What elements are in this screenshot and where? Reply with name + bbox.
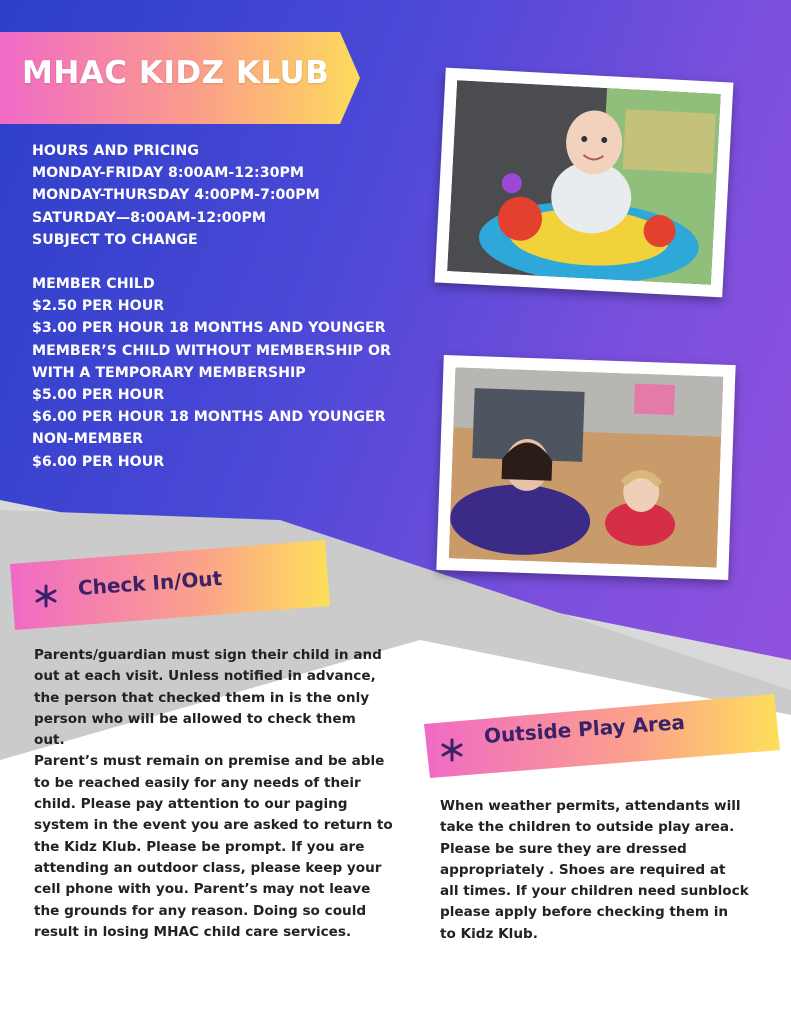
outside-play-body — [440, 796, 770, 945]
hours-line: MONDAY-THURSDAY 4:00PM-7:00PM — [32, 187, 320, 204]
hours-line: MEMBER’S CHILD WITHOUT MEMBERSHIP OR — [32, 342, 391, 359]
photo-baby-image — [447, 80, 721, 285]
asterisk-icon — [34, 584, 58, 608]
body-line: When weather permits, attendants will — [440, 798, 741, 814]
photo-staff-child — [436, 355, 735, 580]
hours-line: SATURDAY—8:00AM-12:00PM — [32, 209, 267, 226]
asterisk-icon — [440, 738, 464, 762]
body-line: to be reached easily for any needs of their — [34, 774, 361, 791]
body-line: out. — [34, 732, 65, 749]
photo-baby-play — [435, 68, 734, 298]
body-line: the grounds for any reason. Doing so could — [34, 902, 367, 919]
body-line: result in losing MHAC child care services. — [34, 923, 352, 940]
hours-line: SUBJECT TO CHANGE — [32, 231, 198, 248]
hours-line: $6.00 PER HOUR 18 MONTHS AND YOUNGER — [32, 409, 386, 426]
body-line: the Kidz Klub. Please be prompt. If you are — [34, 838, 365, 855]
body-line: person who will be allowed to check them — [34, 710, 356, 727]
body-line: the person that checked them in is the only — [34, 689, 370, 706]
hours-line — [32, 251, 432, 273]
body-line: all times. If your children need sunblock — [440, 883, 749, 900]
hours-line: NON-MEMBER — [32, 431, 144, 448]
body-line: to Kidz Klub. — [440, 925, 538, 942]
body-line: system in the event you are asked to return to — [34, 817, 393, 834]
body-line: cell phone with you. Parent’s may not leave — [34, 881, 371, 898]
hours-line: MONDAY-FRIDAY 8:00AM-12:30PM — [32, 165, 304, 182]
outside-play-heading: Outside Play Area — [483, 709, 686, 748]
body-line: Parents/guardian must sign their child in and — [34, 647, 382, 663]
hours-line: MEMBER CHILD — [32, 276, 155, 293]
body-line: take the children to outside play area. — [440, 819, 735, 836]
body-line: Parent’s must remain on premise and be able — [34, 753, 385, 770]
body-line: child. Please pay attention to our paging — [34, 796, 348, 813]
hours-line: WITH A TEMPORARY MEMBERSHIP — [32, 364, 306, 381]
body-line: out at each visit. Unless notified in advance, — [34, 668, 376, 685]
hours-line: $5.00 PER HOUR — [32, 387, 165, 404]
check-in-out-body — [34, 645, 426, 943]
hours-line: $6.00 PER HOUR — [32, 453, 165, 470]
hours-line: $2.50 PER HOUR — [32, 298, 165, 315]
body-line: Please be sure they are dressed — [440, 840, 687, 857]
photo-staff-child-image — [449, 367, 724, 567]
outside-play-banner — [424, 694, 784, 778]
hours-line: $3.00 PER HOUR 18 MONTHS AND YOUNGER — [32, 320, 386, 337]
body-line: attending an outdoor class, please keep your — [34, 859, 382, 876]
body-line: please apply before checking them in — [440, 904, 729, 921]
hours-and-pricing — [32, 140, 432, 473]
body-line: appropriately . Shoes are required at — [440, 861, 726, 878]
check-in-out-banner — [10, 540, 330, 630]
hours-line: HOURS AND PRICING — [32, 143, 199, 159]
check-in-out-heading: Check In/Out — [77, 565, 223, 600]
page-title: MHAC KIDZ KLUB — [22, 55, 330, 91]
